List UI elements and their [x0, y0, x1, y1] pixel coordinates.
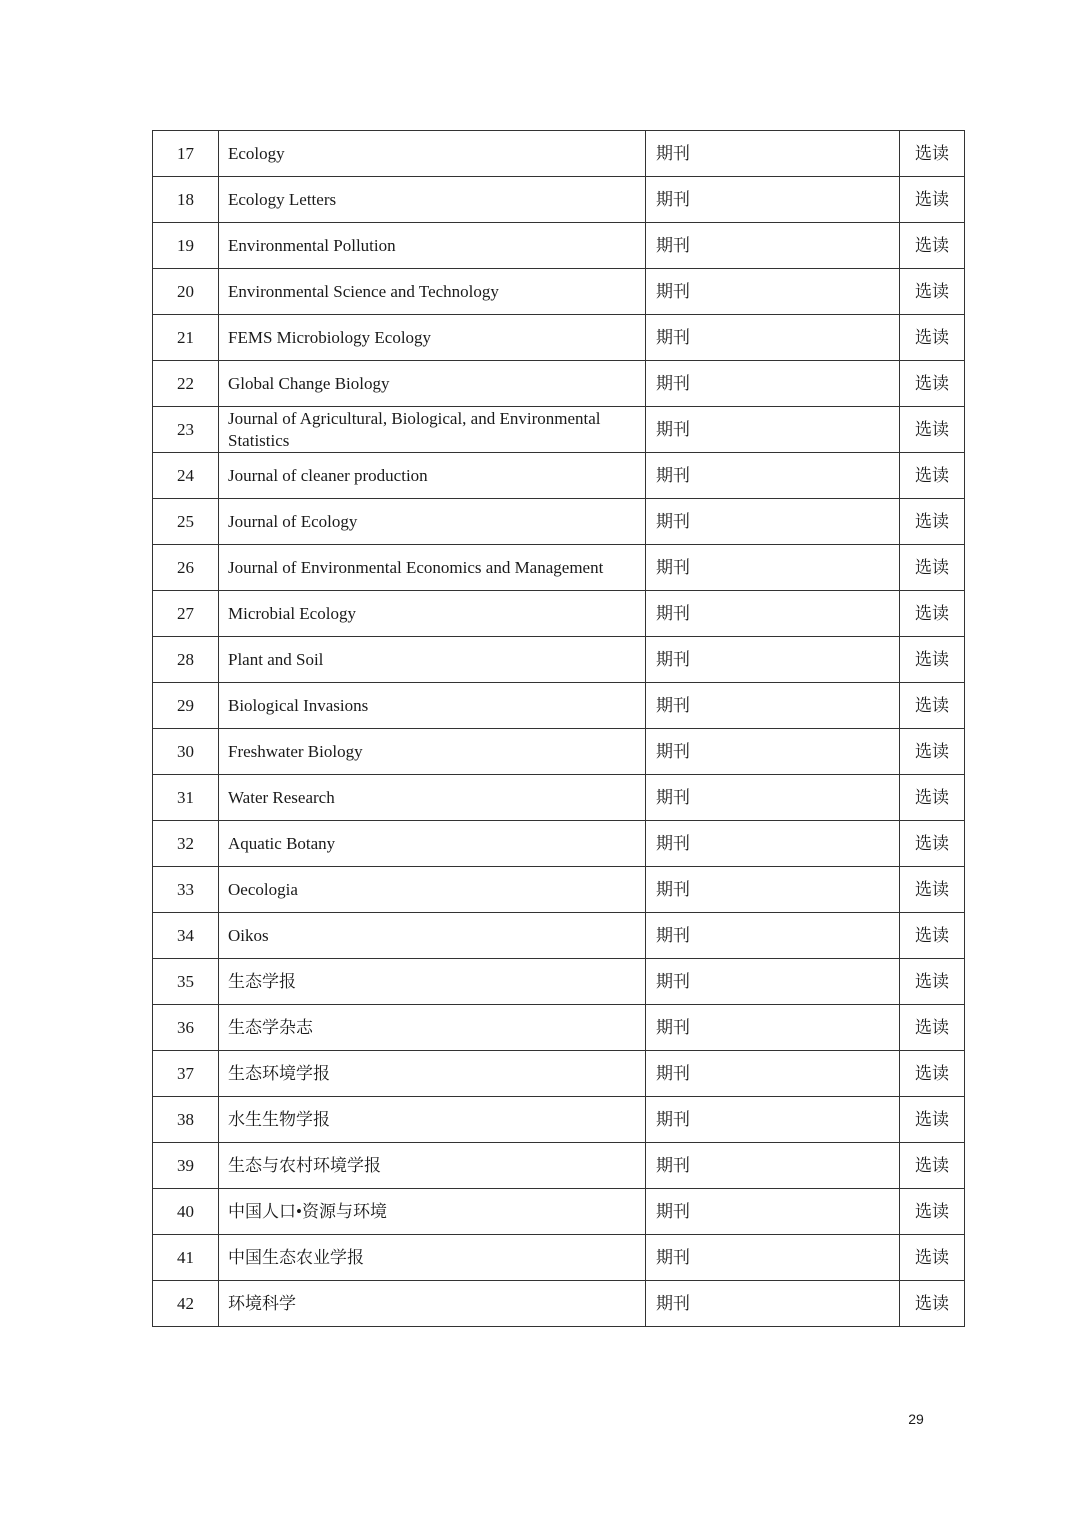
row-number-cell: 20	[153, 269, 219, 315]
resource-type-cell: 期刊	[646, 1097, 900, 1143]
row-number-cell: 34	[153, 913, 219, 959]
row-number-cell: 33	[153, 867, 219, 913]
resource-type-cell: 期刊	[646, 131, 900, 177]
table-row	[153, 453, 965, 499]
table-row	[153, 775, 965, 821]
reading-requirement-cell: 选读	[900, 683, 965, 729]
table-row	[153, 407, 965, 453]
resource-type-cell: 期刊	[646, 867, 900, 913]
reading-requirement-cell: 选读	[900, 315, 965, 361]
row-number-cell: 39	[153, 1143, 219, 1189]
row-number-cell: 40	[153, 1189, 219, 1235]
reading-requirement-cell: 选读	[900, 499, 965, 545]
row-number-cell: 29	[153, 683, 219, 729]
journal-title-cell: Ecology Letters	[219, 177, 646, 223]
resource-type-cell: 期刊	[646, 683, 900, 729]
reading-requirement-cell: 选读	[900, 1143, 965, 1189]
resource-type-cell: 期刊	[646, 913, 900, 959]
table-row	[153, 913, 965, 959]
journal-title-cell: Plant and Soil	[219, 637, 646, 683]
table-row	[153, 361, 965, 407]
table-row	[153, 1235, 965, 1281]
row-number-cell: 37	[153, 1051, 219, 1097]
journal-title-cell: FEMS Microbiology Ecology	[219, 315, 646, 361]
row-number-cell: 41	[153, 1235, 219, 1281]
journal-title-cell: Environmental Pollution	[219, 223, 646, 269]
table-row	[153, 959, 965, 1005]
resource-type-cell: 期刊	[646, 545, 900, 591]
row-number-cell: 19	[153, 223, 219, 269]
reading-requirement-cell: 选读	[900, 361, 965, 407]
reading-requirement-cell: 选读	[900, 131, 965, 177]
resource-type-cell: 期刊	[646, 361, 900, 407]
row-number-cell: 28	[153, 637, 219, 683]
table-row	[153, 1051, 965, 1097]
reading-requirement-cell: 选读	[900, 1005, 965, 1051]
table-row	[153, 545, 965, 591]
resource-type-cell: 期刊	[646, 1281, 900, 1327]
reading-requirement-cell: 选读	[900, 959, 965, 1005]
resource-type-cell: 期刊	[646, 1051, 900, 1097]
table-row	[153, 315, 965, 361]
reading-requirement-cell: 选读	[900, 545, 965, 591]
table-row	[153, 867, 965, 913]
reading-requirement-cell: 选读	[900, 1281, 965, 1327]
row-number-cell: 26	[153, 545, 219, 591]
reading-requirement-cell: 选读	[900, 1097, 965, 1143]
resource-type-cell: 期刊	[646, 637, 900, 683]
row-number-cell: 22	[153, 361, 219, 407]
row-number-cell: 30	[153, 729, 219, 775]
reading-requirement-cell: 选读	[900, 223, 965, 269]
reading-requirement-cell: 选读	[900, 591, 965, 637]
journal-title-cell: Biological Invasions	[219, 683, 646, 729]
table-row	[153, 821, 965, 867]
reading-requirement-cell: 选读	[900, 637, 965, 683]
table-row	[153, 591, 965, 637]
resource-type-cell: 期刊	[646, 729, 900, 775]
journal-title-cell: Freshwater Biology	[219, 729, 646, 775]
resource-type-cell: 期刊	[646, 223, 900, 269]
reading-requirement-cell: 选读	[900, 1189, 965, 1235]
table-row	[153, 729, 965, 775]
row-number-cell: 42	[153, 1281, 219, 1327]
journal-title-cell: 中国人口•资源与环境	[219, 1189, 646, 1235]
journal-title-cell: Journal of Environmental Economics and Management	[219, 545, 646, 591]
resource-type-cell: 期刊	[646, 1005, 900, 1051]
resource-type-cell: 期刊	[646, 177, 900, 223]
row-number-cell: 18	[153, 177, 219, 223]
table-row	[153, 1005, 965, 1051]
journal-title-cell: Environmental Science and Technology	[219, 269, 646, 315]
journal-title-cell: Microbial Ecology	[219, 591, 646, 637]
row-number-cell: 36	[153, 1005, 219, 1051]
resource-type-cell: 期刊	[646, 499, 900, 545]
row-number-cell: 32	[153, 821, 219, 867]
journal-title-cell: 水生生物学报	[219, 1097, 646, 1143]
resource-type-cell: 期刊	[646, 959, 900, 1005]
journal-title-cell: Global Change Biology	[219, 361, 646, 407]
resource-type-cell: 期刊	[646, 1143, 900, 1189]
table-row	[153, 269, 965, 315]
table-row	[153, 637, 965, 683]
resource-type-cell: 期刊	[646, 1189, 900, 1235]
resource-type-cell: 期刊	[646, 453, 900, 499]
resource-type-cell: 期刊	[646, 315, 900, 361]
table-row	[153, 1143, 965, 1189]
journal-title-cell: Oecologia	[219, 867, 646, 913]
reading-requirement-cell: 选读	[900, 867, 965, 913]
table-row	[153, 1097, 965, 1143]
reading-requirement-cell: 选读	[900, 1235, 965, 1281]
resource-type-cell: 期刊	[646, 821, 900, 867]
journal-title-cell: Oikos	[219, 913, 646, 959]
journal-title-cell: 生态与农村环境学报	[219, 1143, 646, 1189]
table-row	[153, 223, 965, 269]
table-row	[153, 1189, 965, 1235]
journal-title-cell: Journal of Ecology	[219, 499, 646, 545]
resource-type-cell: 期刊	[646, 591, 900, 637]
journal-title-cell: 生态学报	[219, 959, 646, 1005]
table-row	[153, 499, 965, 545]
reading-requirement-cell: 选读	[900, 729, 965, 775]
reading-requirement-cell: 选读	[900, 407, 965, 453]
journal-title-cell: Journal of cleaner production	[219, 453, 646, 499]
reading-requirement-cell: 选读	[900, 453, 965, 499]
resource-type-cell: 期刊	[646, 1235, 900, 1281]
resource-type-cell: 期刊	[646, 407, 900, 453]
row-number-cell: 24	[153, 453, 219, 499]
journal-title-cell: Ecology	[219, 131, 646, 177]
table-row	[153, 1281, 965, 1327]
reading-requirement-cell: 选读	[900, 775, 965, 821]
row-number-cell: 27	[153, 591, 219, 637]
journal-title-cell: Journal of Agricultural, Biological, and Environmental Statistics	[219, 407, 646, 453]
reading-requirement-cell: 选读	[900, 177, 965, 223]
table-body	[153, 131, 965, 1327]
reading-requirement-cell: 选读	[900, 913, 965, 959]
journal-title-cell: 生态环境学报	[219, 1051, 646, 1097]
row-number-cell: 38	[153, 1097, 219, 1143]
row-number-cell: 25	[153, 499, 219, 545]
table-row	[153, 683, 965, 729]
journal-title-cell: 环境科学	[219, 1281, 646, 1327]
resource-type-cell: 期刊	[646, 775, 900, 821]
row-number-cell: 23	[153, 407, 219, 453]
row-number-cell: 35	[153, 959, 219, 1005]
table-row	[153, 177, 965, 223]
journal-title-cell: 中国生态农业学报	[219, 1235, 646, 1281]
journal-title-cell: Aquatic Botany	[219, 821, 646, 867]
page-number: 29	[908, 1411, 924, 1427]
journal-title-cell: Water Research	[219, 775, 646, 821]
resource-type-cell: 期刊	[646, 269, 900, 315]
row-number-cell: 21	[153, 315, 219, 361]
reading-requirement-cell: 选读	[900, 269, 965, 315]
row-number-cell: 17	[153, 131, 219, 177]
reading-requirement-cell: 选读	[900, 1051, 965, 1097]
journal-title-cell: 生态学杂志	[219, 1005, 646, 1051]
row-number-cell: 31	[153, 775, 219, 821]
reading-requirement-cell: 选读	[900, 821, 965, 867]
table-row	[153, 131, 965, 177]
reading-list-table	[152, 130, 965, 1327]
